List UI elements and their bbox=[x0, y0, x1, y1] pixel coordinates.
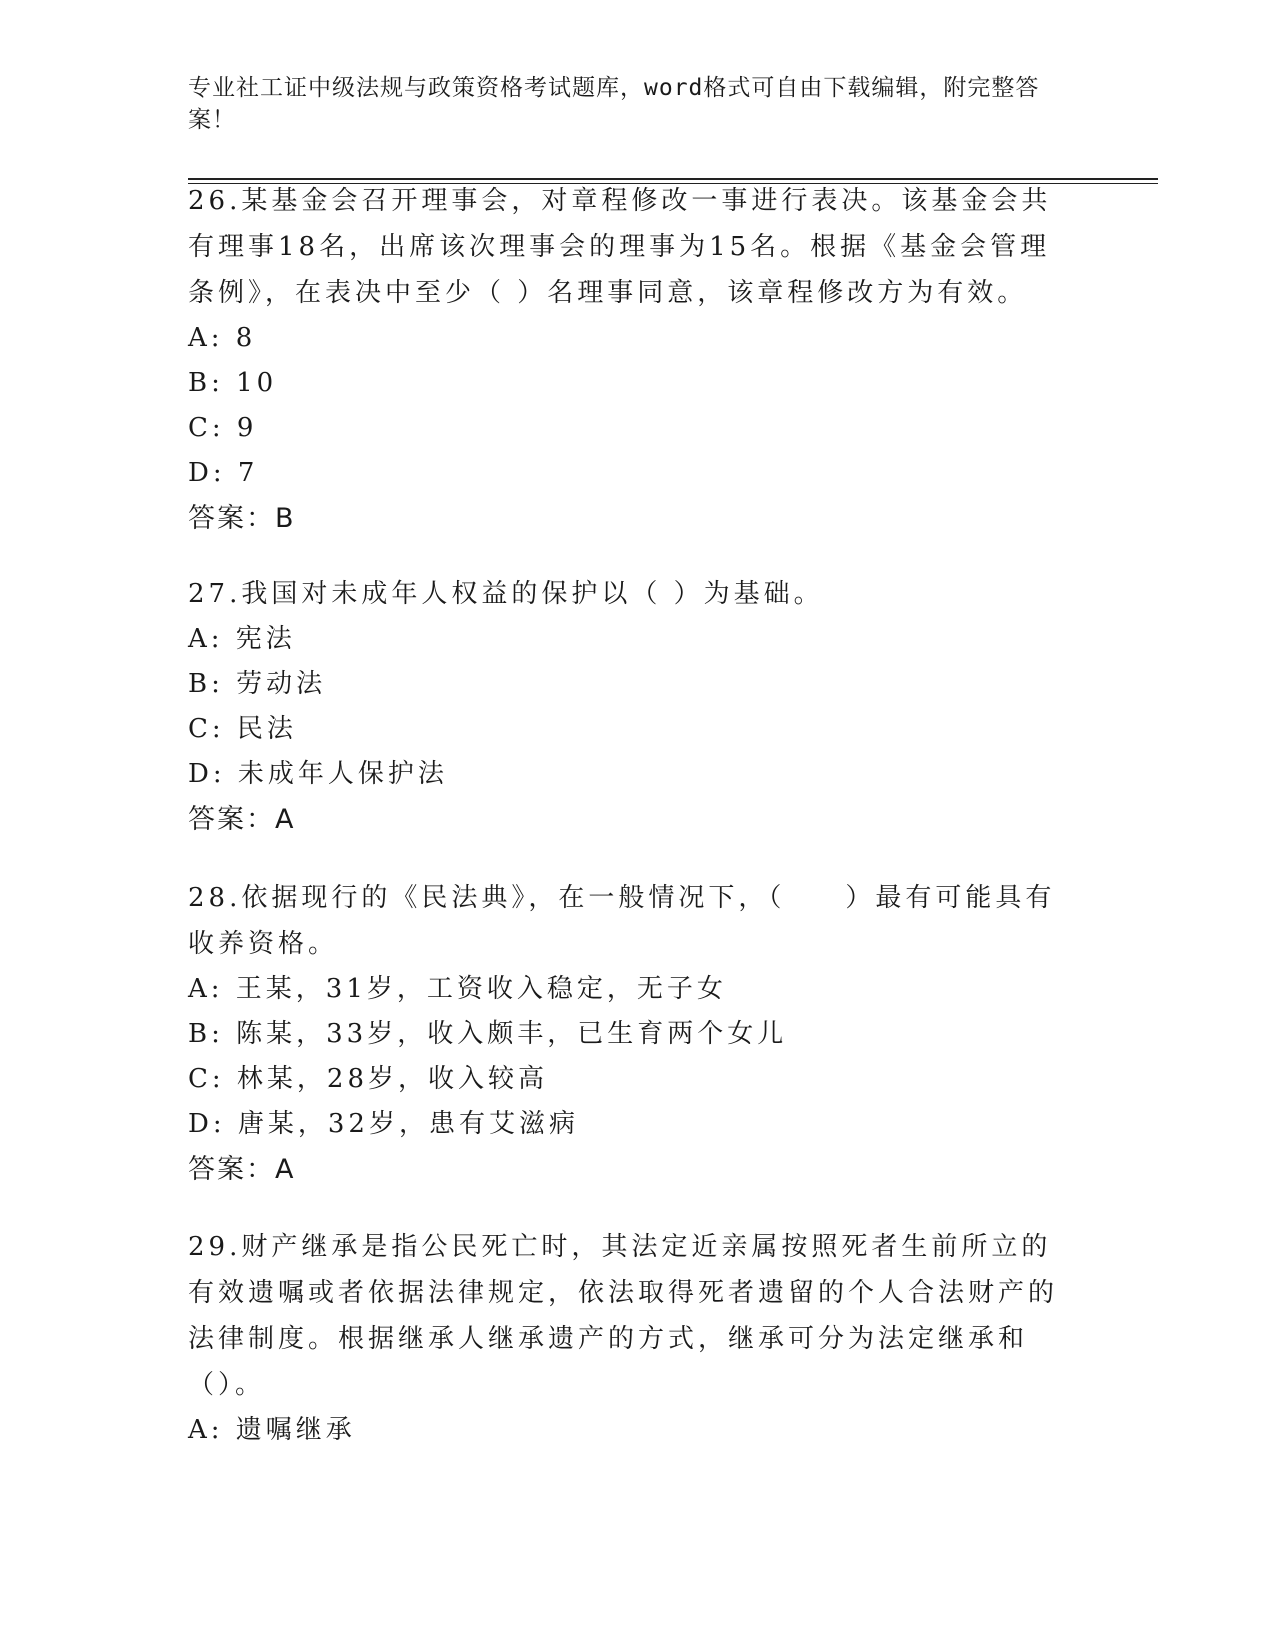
question-27 bbox=[188, 571, 1068, 842]
option-a: A: 宪法 bbox=[188, 624, 296, 654]
option-c: C: 林某，28岁，收入较高 bbox=[188, 1064, 549, 1094]
question-28 bbox=[188, 875, 1068, 1192]
option-b: B: 陈某，33岁，收入颇丰，已生育两个女儿 bbox=[188, 1019, 788, 1049]
option-b: B: 10 bbox=[188, 368, 278, 398]
question-26 bbox=[188, 178, 1068, 541]
question-stem: 29.财产继承是指公民死亡时，其法定近亲属按照死者生前所立的有效遗嘱或者依据法律规定，依法取得死者遗留的个人合法财产的法律制度。根据继承人继承遗产的方式，继承可分为法定继承和（）。 bbox=[188, 1232, 1059, 1400]
option-d: D: 唐某，32岁，患有艾滋病 bbox=[188, 1109, 579, 1139]
answer-label: 答案：A bbox=[188, 804, 296, 835]
option-c: C: 9 bbox=[188, 413, 258, 443]
option-a: A: 遗嘱继承 bbox=[188, 1415, 356, 1445]
option-d: D: 7 bbox=[188, 458, 259, 488]
option-a: A: 王某，31岁，工资收入稳定，无子女 bbox=[188, 974, 727, 1004]
question-stem: 27.我国对未成年人权益的保护以（ ）为基础。 bbox=[188, 579, 824, 609]
option-c: C: 民法 bbox=[188, 714, 297, 744]
question-29 bbox=[188, 1224, 1068, 1453]
option-d: D: 未成年人保护法 bbox=[188, 759, 448, 789]
question-stem: 28.依据现行的《民法典》，在一般情况下，（ ）最有可能具有收养资格。 bbox=[188, 883, 1056, 959]
option-b: B: 劳动法 bbox=[188, 669, 327, 699]
option-a: A: 8 bbox=[188, 323, 257, 353]
answer-label: 答案：B bbox=[188, 503, 296, 534]
document-header: 专业社工证中级法规与政策资格考试题库，word格式可自由下载编辑，附完整答案！ bbox=[188, 75, 1040, 133]
question-stem: 26.某基金会召开理事会，对章程修改一事进行表决。该基金会共有理事18名，出席该次理事会的理事为15名。根据《基金会管理条例》，在表决中至少（ ）名理事同意，该章程修改方为有效。 bbox=[188, 186, 1052, 308]
answer-label: 答案：A bbox=[188, 1154, 296, 1185]
